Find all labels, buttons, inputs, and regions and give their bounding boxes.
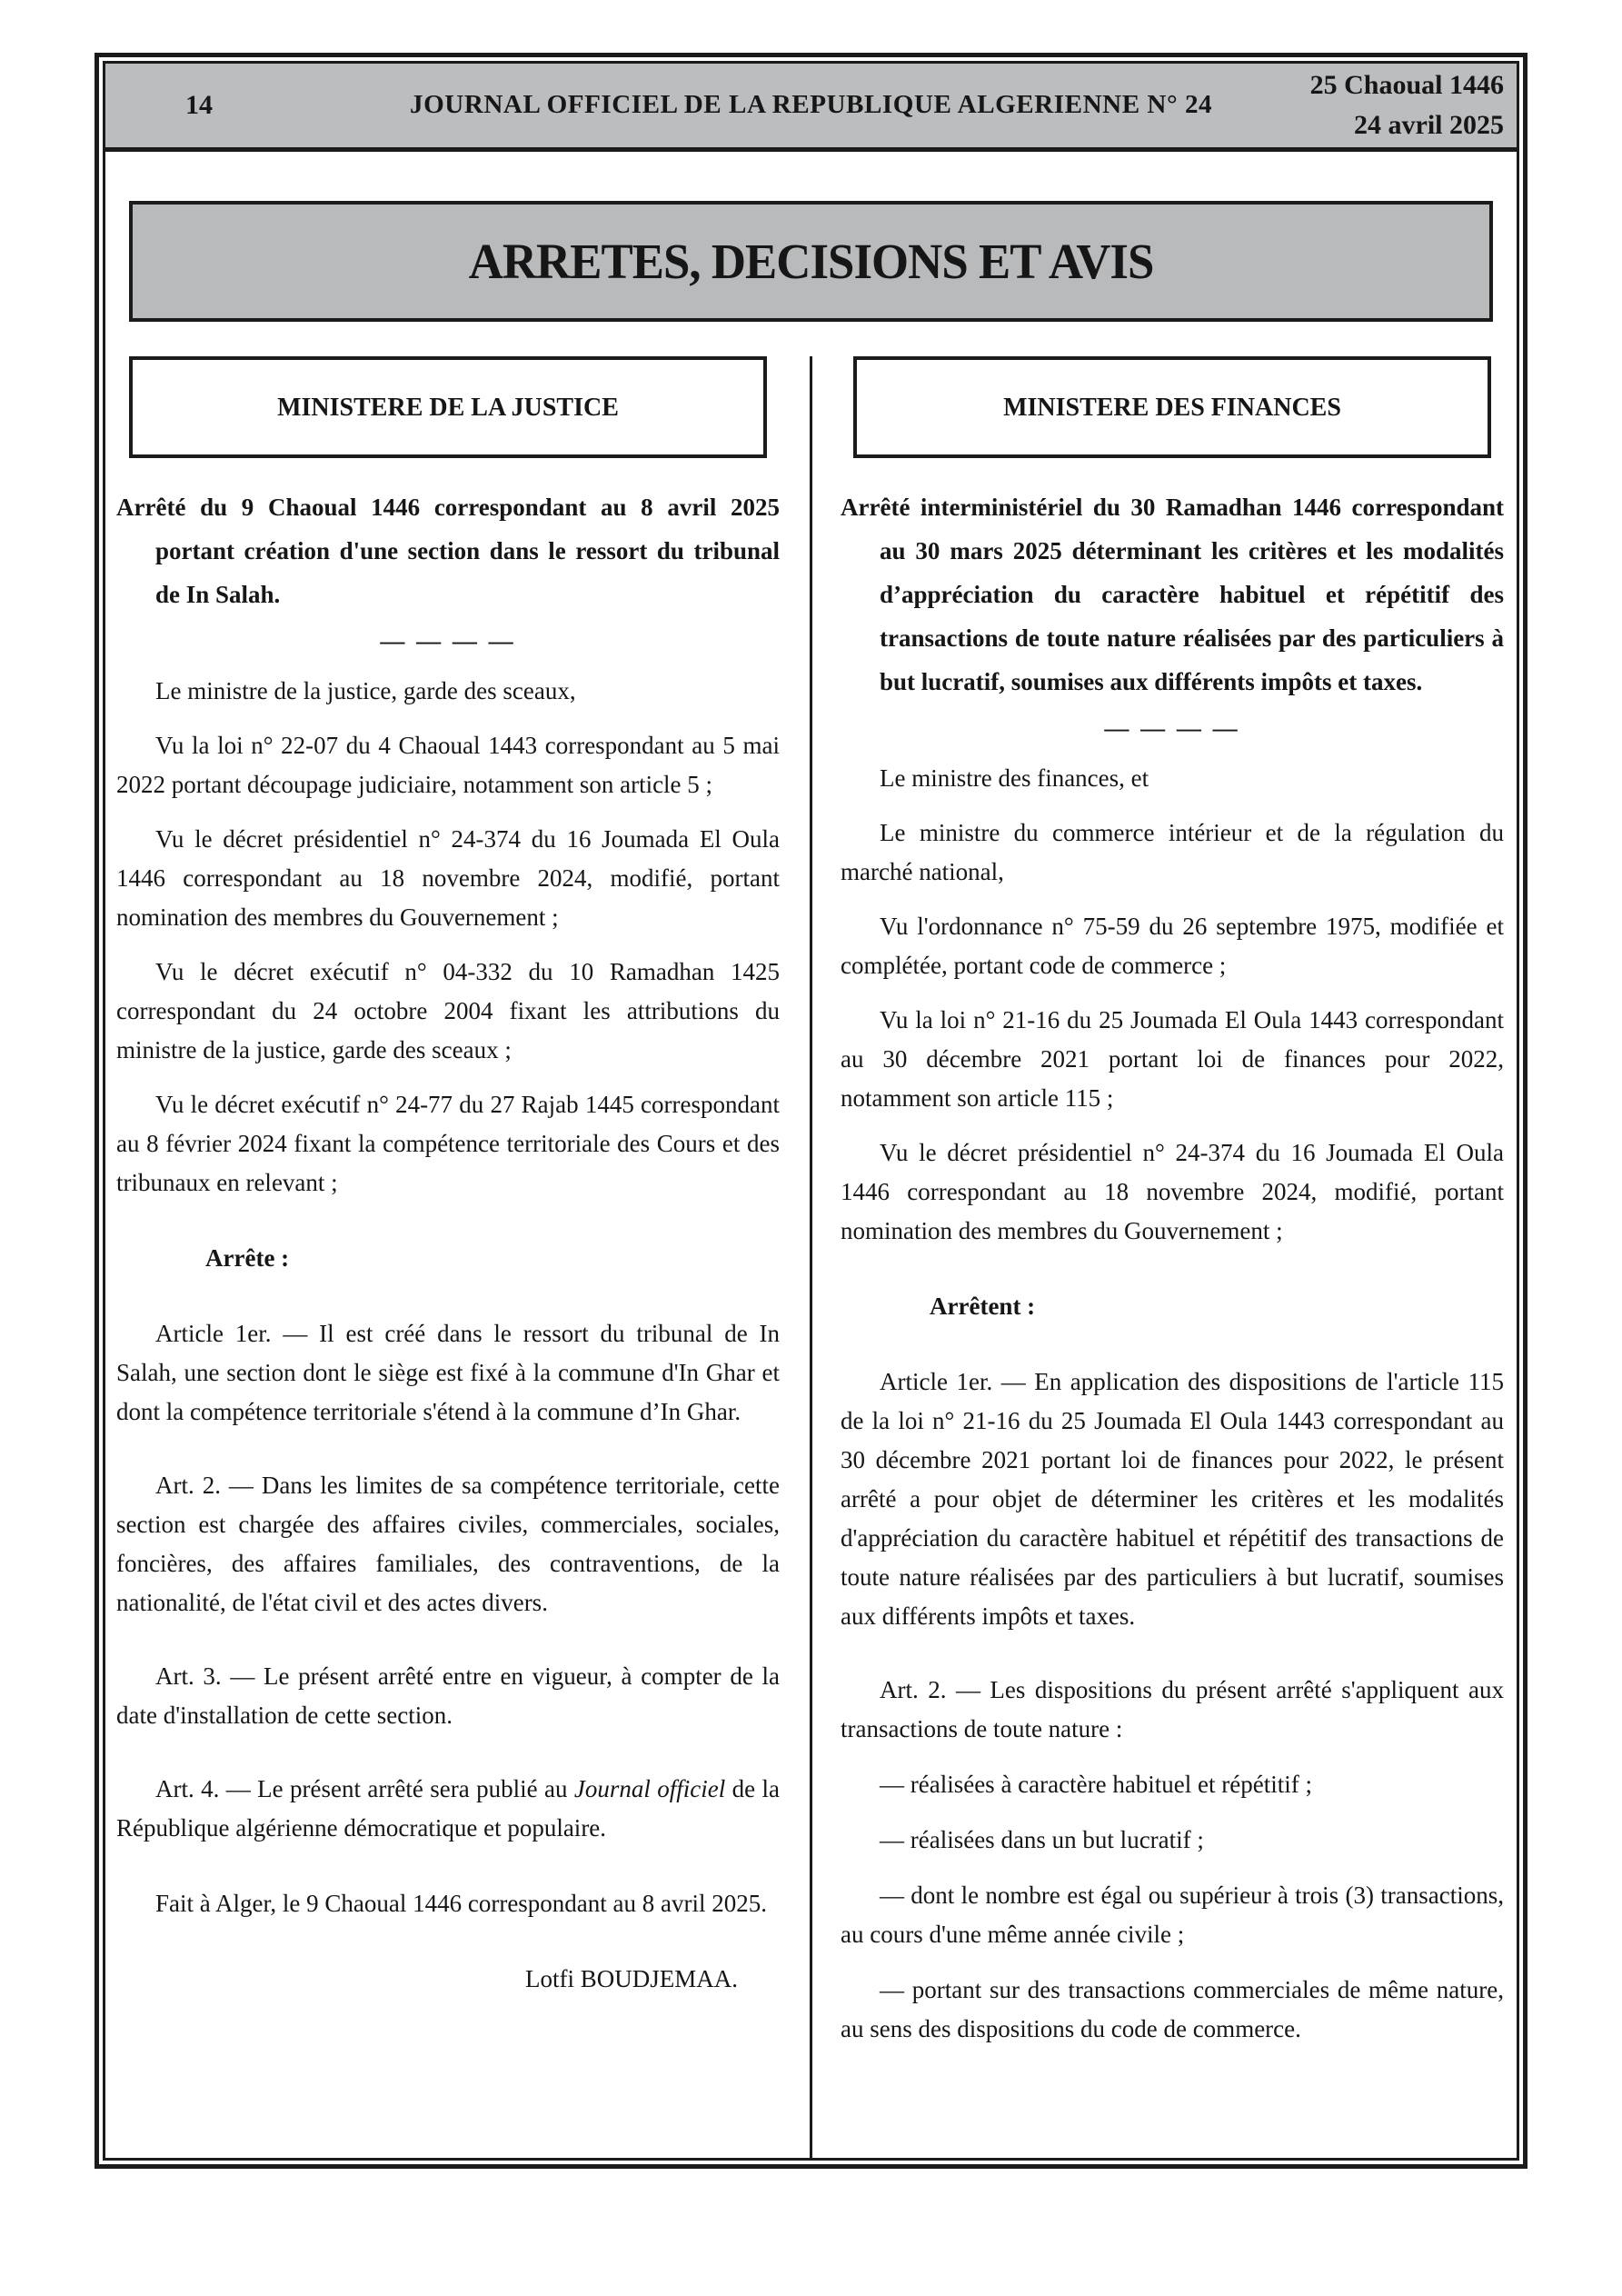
justice-preamble-3: Vu le décret présidentiel n° 24-374 du 16 Joumada El Oula 1446 correspondant au 18 novembre 2024, modifié, portant nomination des membres du Gouvernement ;	[116, 825, 780, 931]
finances-decree-title: Arrêté interministériel du 30 Ramadhan 1446 correspondant au 30 mars 2025 déterminant les critères et les modalités d’appréciation du caractère habituel et répétitif des transactions de toute nature réalisées par des particuliers à but lucratif, soumises aux différents impôts et taxes.	[841, 494, 1504, 695]
article-4-suffix: de la République algérienne démocratique et populaire.	[116, 1775, 780, 1842]
justice-preamble-1: Le ministre de la justice, garde des sceaux,	[155, 677, 576, 704]
dash-separator: — — — —	[1104, 714, 1240, 742]
column-justice	[105, 356, 810, 2158]
masthead-dates	[1310, 65, 1504, 145]
dash-separator: — — — —	[380, 627, 516, 654]
page-frame-inner	[103, 61, 1519, 2161]
justice-closing: Fait à Alger, le 9 Chaoual 1446 correspondant au 8 avril 2025.	[155, 1890, 768, 1917]
justice-article-2: Art. 2. — Dans les limites de sa compétence territoriale, cette section est chargée des affaires civiles, commerciales, sociales, foncières, des affaires familiales, des contraventions, de la nationalité, de l'état civil et des actes divers.	[116, 1472, 780, 1616]
ministry-justice-title: MINISTERE DE LA JUSTICE	[277, 393, 619, 422]
finances-preamble-3: Vu l'ordonnance n° 75-59 du 26 septembre 1975, modifiée et complétée, portant code de commerce ;	[841, 913, 1504, 979]
finances-article-2: Art. 2. — Les dispositions du présent arrêté s'appliquent aux transactions de toute nature :	[841, 1676, 1504, 1742]
justice-preamble-5: Vu le décret exécutif n° 24-77 du 27 Rajab 1445 correspondant au 8 février 2024 fixant la compétence territoriale des Cours et des tribunaux en relevant ;	[116, 1091, 780, 1196]
section-banner	[129, 201, 1493, 322]
finances-preamble-5: Vu le décret présidentiel n° 24-374 du 16 Joumada El Oula 1446 correspondant au 18 novembre 2024, modifié, portant nomination des membres du Gouvernement ;	[841, 1139, 1504, 1244]
finances-article-1: Article 1er. — En application des dispositions de l'article 115 de la loi n° 21-16 du 25 Joumada El Oula 1443 correspondant au 30 décembre 2021 portant loi de finances pour 2022, le présent arrêté a pour objet de déterminer les critères et les modalités d'appréciation du caractère habituel et répétitif des transactions de toute nature réalisées par des particuliers à but lucratif, soumises aux différents impôts et taxes.	[841, 1368, 1504, 1630]
finances-bullet-4: — portant sur des transactions commerciales de même nature, au sens des dispositions du code de commerce.	[841, 1976, 1504, 2042]
ministry-justice-box	[129, 356, 767, 458]
ministry-finances-title: MINISTERE DES FINANCES	[1003, 393, 1341, 422]
journal-title: JOURNAL OFFICIEL DE LA REPUBLIQUE ALGERIENNE N° 24	[409, 91, 1213, 119]
ministry-finances-box	[853, 356, 1491, 458]
masthead	[105, 64, 1517, 152]
page-frame	[95, 53, 1527, 2169]
article-4-prefix: Art. 4. — Le présent arrêté sera publié au	[155, 1775, 574, 1802]
justice-enacting-label: Arrête :	[205, 1244, 290, 1272]
column-finances	[812, 356, 1517, 2158]
article-4-journal-officiel: Journal officiel	[573, 1775, 726, 1802]
columns	[105, 356, 1517, 2158]
justice-preamble-4: Vu le décret exécutif n° 04-332 du 10 Ramadhan 1425 correspondant du 24 octobre 2004 fixant les attributions du ministre de la justice, garde des sceaux ;	[116, 958, 780, 1063]
justice-preamble-2: Vu la loi n° 22-07 du 4 Chaoual 1443 correspondant au 5 mai 2022 portant découpage judiciaire, notamment son article 5 ;	[116, 732, 780, 798]
justice-article-3: Art. 3. — Le présent arrêté entre en vigueur, à compter de la date d'installation de cette section.	[116, 1662, 780, 1729]
finances-bullet-2: — réalisées dans un but lucratif ;	[880, 1826, 1204, 1853]
date-hijri: 25 Chaoual 1446	[1309, 70, 1504, 100]
justice-decree-title: Arrêté du 9 Chaoual 1446 correspondant au 8 avril 2025 portant création d'une section dans le ressort du tribunal de In Salah.	[116, 494, 780, 608]
finances-preamble-4: Vu la loi n° 21-16 du 25 Joumada El Oula 1443 correspondant au 30 décembre 2021 portant loi de finances pour 2022, notamment son article 115 ;	[841, 1006, 1504, 1112]
date-gregorian: 24 avril 2025	[1354, 110, 1504, 140]
page-number: 14	[185, 90, 213, 120]
finances-preamble-1: Le ministre des finances, et	[880, 764, 1149, 792]
justice-article-1: Article 1er. — Il est créé dans le ressort du tribunal de In Salah, une section dont le siège est fixé à la commune d'In Ghar et dont la compétence territoriale s'étend à la commune d’In Ghar.	[116, 1320, 780, 1425]
finances-preamble-2: Le ministre du commerce intérieur et de la régulation du marché national,	[841, 819, 1504, 885]
finances-bullet-1: — réalisées à caractère habituel et répétitif ;	[880, 1771, 1312, 1798]
section-banner-title: ARRETES, DECISIONS ET AVIS	[468, 234, 1154, 289]
finances-bullet-3: — dont le nombre est égal ou supérieur à trois (3) transactions, au cours d'une même année civile ;	[841, 1882, 1504, 1948]
finances-enacting-label: Arrêtent :	[930, 1293, 1036, 1320]
justice-signatory: Lotfi BOUDJEMAA.	[525, 1965, 738, 1992]
justice-article-4	[116, 1770, 780, 1848]
